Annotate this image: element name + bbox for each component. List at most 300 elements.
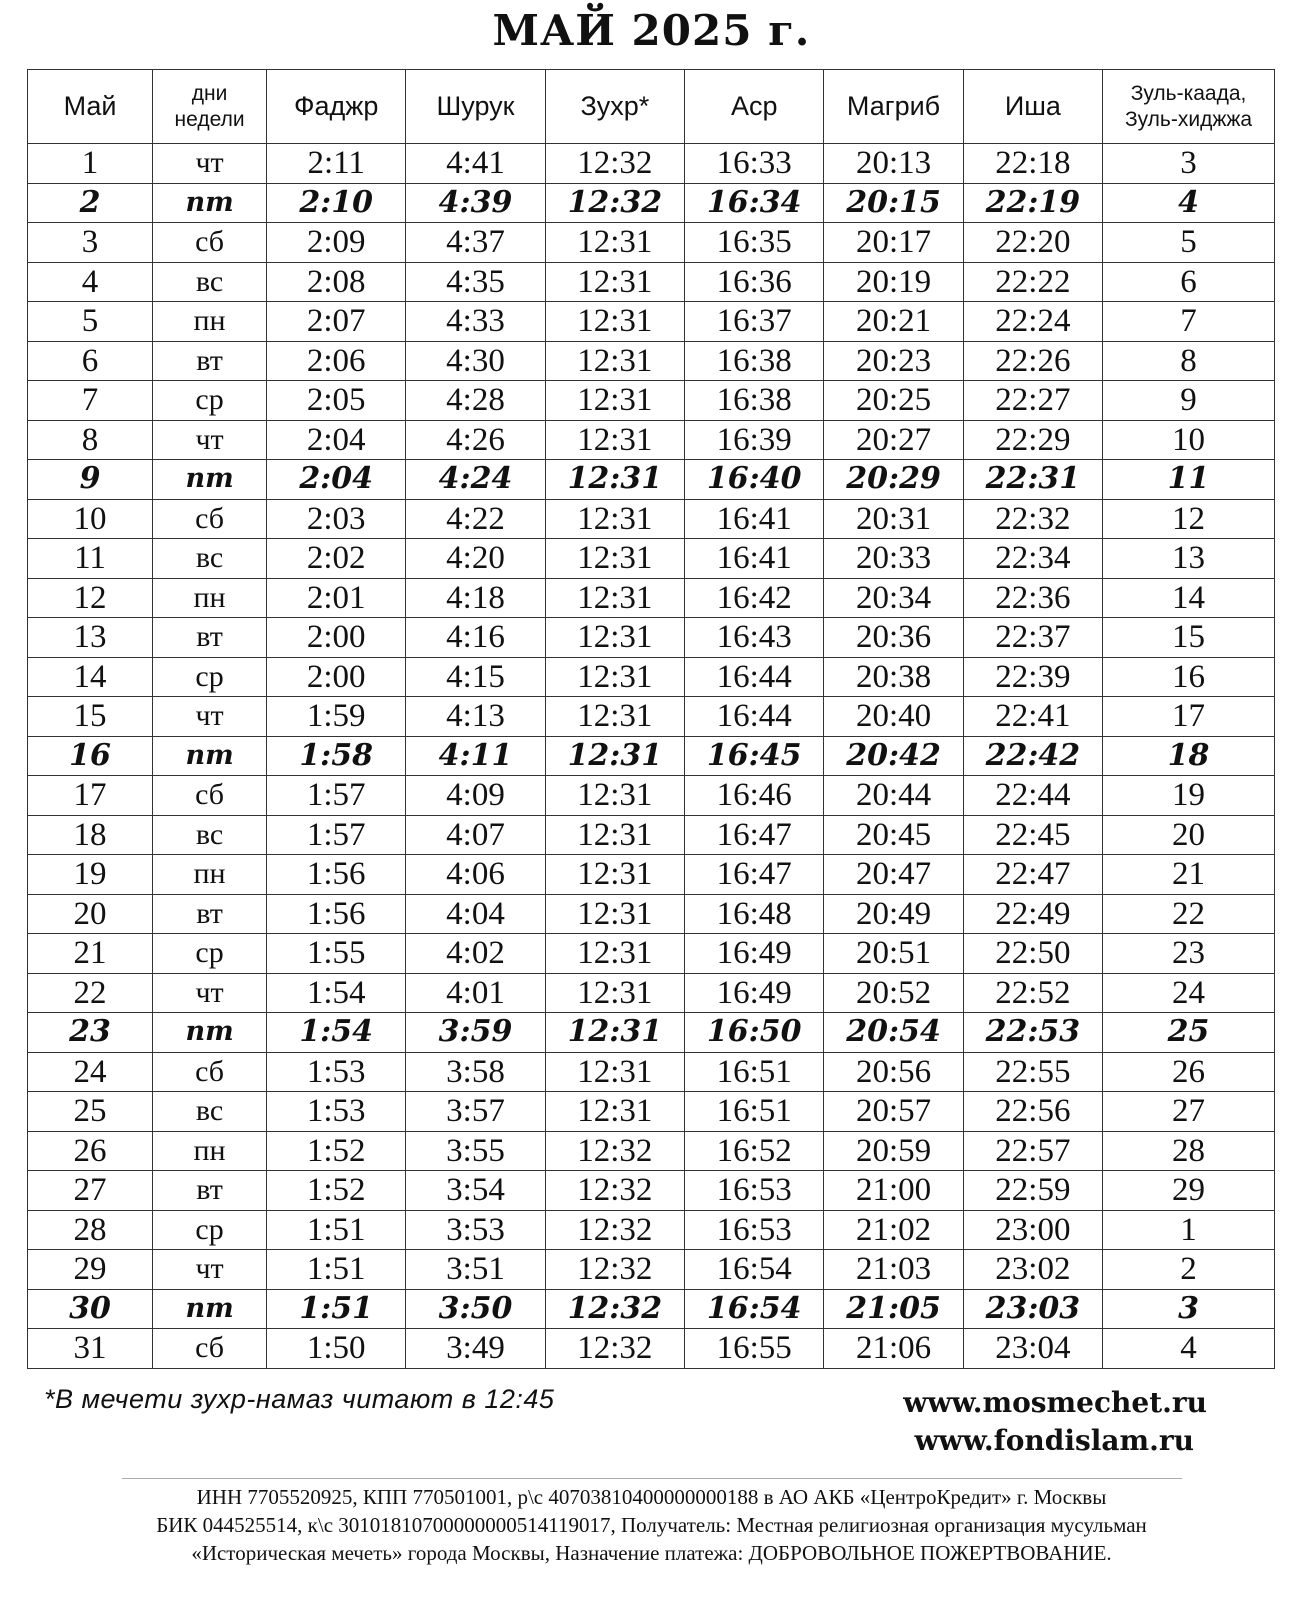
divider — [122, 1478, 1182, 1479]
cell-maghrib: 20:45 — [824, 815, 963, 855]
cell-day: 22 — [28, 973, 153, 1013]
cell-shuruk: 4:35 — [406, 262, 545, 302]
cell-isha: 22:45 — [963, 815, 1102, 855]
cell-asr: 16:44 — [685, 657, 824, 697]
cell-maghrib: 20:13 — [824, 144, 963, 184]
cell-isha: 22:42 — [963, 736, 1102, 776]
cell-maghrib: 20:15 — [824, 183, 963, 223]
table-row — [28, 460, 1275, 500]
cell-hijri: 24 — [1103, 973, 1275, 1013]
cell-shuruk: 4:39 — [406, 183, 545, 223]
cell-isha: 22:41 — [963, 697, 1102, 737]
cell-weekday: ср — [153, 934, 267, 974]
cell-maghrib: 20:29 — [824, 460, 963, 500]
table-row — [28, 539, 1275, 579]
cell-maghrib: 20:56 — [824, 1052, 963, 1092]
cell-hijri: 6 — [1103, 262, 1275, 302]
cell-fajr: 1:53 — [267, 1052, 406, 1092]
header-fajr: Фаджр — [267, 70, 406, 144]
cell-maghrib: 20:38 — [824, 657, 963, 697]
cell-zuhr: 12:31 — [545, 618, 684, 658]
cell-fajr: 2:04 — [267, 460, 406, 500]
cell-fajr: 1:54 — [267, 1013, 406, 1053]
cell-zuhr: 12:32 — [545, 183, 684, 223]
cell-shuruk: 4:30 — [406, 341, 545, 381]
cell-weekday: вт — [153, 341, 267, 381]
cell-isha: 23:00 — [963, 1210, 1102, 1250]
cell-hijri: 16 — [1103, 657, 1275, 697]
table-row — [28, 1329, 1275, 1369]
cell-fajr: 1:52 — [267, 1171, 406, 1211]
cell-weekday: вс — [153, 815, 267, 855]
table-row — [28, 1092, 1275, 1132]
cell-asr: 16:50 — [685, 1013, 824, 1053]
cell-isha: 22:36 — [963, 578, 1102, 618]
cell-zuhr: 12:31 — [545, 420, 684, 460]
cell-weekday: пн — [153, 855, 267, 895]
cell-day: 21 — [28, 934, 153, 974]
cell-asr: 16:33 — [685, 144, 824, 184]
cell-day: 13 — [28, 618, 153, 658]
cell-isha: 22:53 — [963, 1013, 1102, 1053]
cell-day: 25 — [28, 1092, 153, 1132]
cell-isha: 23:02 — [963, 1250, 1102, 1290]
table-row — [28, 499, 1275, 539]
cell-hijri: 9 — [1103, 381, 1275, 421]
cell-hijri: 22 — [1103, 894, 1275, 934]
cell-shuruk: 4:02 — [406, 934, 545, 974]
cell-isha: 22:22 — [963, 262, 1102, 302]
cell-day: 16 — [28, 736, 153, 776]
cell-maghrib: 20:33 — [824, 539, 963, 579]
table-row — [28, 223, 1275, 263]
cell-hijri: 19 — [1103, 776, 1275, 816]
cell-fajr: 2:08 — [267, 262, 406, 302]
cell-zuhr: 12:31 — [545, 657, 684, 697]
cell-isha: 22:34 — [963, 539, 1102, 579]
cell-hijri: 20 — [1103, 815, 1275, 855]
cell-fajr: 1:50 — [267, 1329, 406, 1369]
cell-day: 3 — [28, 223, 153, 263]
cell-isha: 22:29 — [963, 420, 1102, 460]
cell-maghrib: 20:47 — [824, 855, 963, 895]
cell-shuruk: 4:15 — [406, 657, 545, 697]
page-title: МАЙ 2025 г. — [492, 6, 811, 55]
cell-fajr: 1:54 — [267, 973, 406, 1013]
cell-isha: 22:44 — [963, 776, 1102, 816]
cell-shuruk: 4:24 — [406, 460, 545, 500]
cell-asr: 16:40 — [685, 460, 824, 500]
cell-hijri: 23 — [1103, 934, 1275, 974]
cell-fajr: 2:10 — [267, 183, 406, 223]
table-row — [28, 144, 1275, 184]
cell-hijri: 3 — [1103, 144, 1275, 184]
cell-zuhr: 12:32 — [545, 1250, 684, 1290]
cell-hijri: 10 — [1103, 420, 1275, 460]
cell-fajr: 2:09 — [267, 223, 406, 263]
cell-asr: 16:54 — [685, 1250, 824, 1290]
table-row — [28, 855, 1275, 895]
cell-shuruk: 3:55 — [406, 1131, 545, 1171]
cell-hijri: 18 — [1103, 736, 1275, 776]
cell-maghrib: 21:06 — [824, 1329, 963, 1369]
cell-maghrib: 20:49 — [824, 894, 963, 934]
cell-zuhr: 12:32 — [545, 1210, 684, 1250]
cell-maghrib: 20:21 — [824, 302, 963, 342]
cell-fajr: 1:58 — [267, 736, 406, 776]
cell-weekday: вт — [153, 618, 267, 658]
table-row — [28, 618, 1275, 658]
cell-hijri: 28 — [1103, 1131, 1275, 1171]
table-row — [28, 302, 1275, 342]
cell-asr: 16:47 — [685, 815, 824, 855]
cell-shuruk: 4:04 — [406, 894, 545, 934]
cell-fajr: 2:02 — [267, 539, 406, 579]
cell-zuhr: 12:31 — [545, 973, 684, 1013]
header-asr: Аср — [685, 70, 824, 144]
cell-day: 14 — [28, 657, 153, 697]
cell-isha: 22:39 — [963, 657, 1102, 697]
cell-maghrib: 20:31 — [824, 499, 963, 539]
cell-day: 7 — [28, 381, 153, 421]
table-row — [28, 776, 1275, 816]
cell-maghrib: 20:42 — [824, 736, 963, 776]
cell-fajr: 2:00 — [267, 657, 406, 697]
table-row — [28, 1131, 1275, 1171]
cell-maghrib: 20:57 — [824, 1092, 963, 1132]
cell-asr: 16:53 — [685, 1171, 824, 1211]
cell-isha: 22:37 — [963, 618, 1102, 658]
cell-isha: 22:20 — [963, 223, 1102, 263]
bank-details-line: «Историческая мечеть» города Москвы, Назначение платежа: ДОБРОВОЛЬНОЕ ПОЖЕРТВОВАНИЕ. — [191, 1541, 1112, 1565]
cell-shuruk: 3:53 — [406, 1210, 545, 1250]
cell-shuruk: 4:16 — [406, 618, 545, 658]
cell-shuruk: 4:33 — [406, 302, 545, 342]
cell-weekday: вт — [153, 1171, 267, 1211]
bank-details-line: ИНН 7705520925, КПП 770501001, р\с 40703810400000000188 в АО АКБ «ЦентроКредит» г. Москвы — [196, 1485, 1107, 1509]
cell-day: 27 — [28, 1171, 153, 1211]
cell-zuhr: 12:31 — [545, 1052, 684, 1092]
cell-weekday: пт — [153, 183, 267, 223]
cell-isha: 22:31 — [963, 460, 1102, 500]
cell-weekday: сб — [153, 223, 267, 263]
cell-fajr: 2:11 — [267, 144, 406, 184]
cell-asr: 16:41 — [685, 539, 824, 579]
table-row — [28, 815, 1275, 855]
cell-zuhr: 12:31 — [545, 460, 684, 500]
cell-maghrib: 20:59 — [824, 1131, 963, 1171]
cell-maghrib: 20:40 — [824, 697, 963, 737]
cell-isha: 22:59 — [963, 1171, 1102, 1211]
cell-weekday: вт — [153, 894, 267, 934]
cell-day: 4 — [28, 262, 153, 302]
cell-asr: 16:47 — [685, 855, 824, 895]
cell-asr: 16:53 — [685, 1210, 824, 1250]
cell-weekday: чт — [153, 973, 267, 1013]
cell-maghrib: 21:05 — [824, 1289, 963, 1329]
header-weekday-line1: дни — [191, 82, 228, 106]
cell-asr: 16:54 — [685, 1289, 824, 1329]
cell-asr: 16:46 — [685, 776, 824, 816]
cell-maghrib: 20:19 — [824, 262, 963, 302]
cell-weekday: чт — [153, 697, 267, 737]
cell-asr: 16:44 — [685, 697, 824, 737]
cell-weekday: чт — [153, 420, 267, 460]
cell-asr: 16:55 — [685, 1329, 824, 1369]
cell-weekday: чт — [153, 144, 267, 184]
cell-hijri: 27 — [1103, 1092, 1275, 1132]
cell-hijri: 4 — [1103, 1329, 1275, 1369]
cell-maghrib: 20:52 — [824, 973, 963, 1013]
cell-day: 10 — [28, 499, 153, 539]
cell-weekday: сб — [153, 499, 267, 539]
header-isha: Иша — [963, 70, 1102, 144]
cell-zuhr: 12:31 — [545, 697, 684, 737]
cell-maghrib: 20:34 — [824, 578, 963, 618]
cell-maghrib: 21:00 — [824, 1171, 963, 1211]
cell-shuruk: 3:54 — [406, 1171, 545, 1211]
table-row — [28, 894, 1275, 934]
table-row — [28, 736, 1275, 776]
cell-zuhr: 12:31 — [545, 539, 684, 579]
cell-fajr: 1:51 — [267, 1250, 406, 1290]
cell-isha: 22:55 — [963, 1052, 1102, 1092]
cell-asr: 16:34 — [685, 183, 824, 223]
cell-hijri: 29 — [1103, 1171, 1275, 1211]
cell-asr: 16:36 — [685, 262, 824, 302]
cell-hijri: 26 — [1103, 1052, 1275, 1092]
cell-isha: 23:03 — [963, 1289, 1102, 1329]
cell-asr: 16:39 — [685, 420, 824, 460]
cell-weekday: вс — [153, 262, 267, 302]
table-row — [28, 657, 1275, 697]
cell-fajr: 1:51 — [267, 1289, 406, 1329]
table-header-row — [28, 70, 1275, 144]
header-hijri — [1103, 70, 1275, 144]
cell-isha: 22:47 — [963, 855, 1102, 895]
cell-zuhr: 12:31 — [545, 223, 684, 263]
cell-fajr: 2:05 — [267, 381, 406, 421]
footnote: *В мечети зухр-намаз читают в 12:45 — [44, 1384, 555, 1414]
cell-day: 19 — [28, 855, 153, 895]
cell-zuhr: 12:31 — [545, 815, 684, 855]
header-hijri-line1: Зуль-каада, — [1130, 82, 1247, 106]
cell-hijri: 3 — [1103, 1289, 1275, 1329]
cell-maghrib: 20:27 — [824, 420, 963, 460]
cell-zuhr: 12:31 — [545, 302, 684, 342]
table-row — [28, 697, 1275, 737]
cell-zuhr: 12:31 — [545, 934, 684, 974]
cell-shuruk: 4:06 — [406, 855, 545, 895]
cell-asr: 16:42 — [685, 578, 824, 618]
cell-zuhr: 12:32 — [545, 1171, 684, 1211]
cell-weekday: чт — [153, 1250, 267, 1290]
cell-hijri: 12 — [1103, 499, 1275, 539]
cell-asr: 16:35 — [685, 223, 824, 263]
cell-zuhr: 12:32 — [545, 144, 684, 184]
cell-asr: 16:38 — [685, 341, 824, 381]
cell-shuruk: 3:59 — [406, 1013, 545, 1053]
cell-zuhr: 12:31 — [545, 855, 684, 895]
cell-hijri: 7 — [1103, 302, 1275, 342]
prayer-schedule-table — [27, 69, 1275, 1369]
cell-fajr: 2:06 — [267, 341, 406, 381]
cell-zuhr: 12:31 — [545, 736, 684, 776]
cell-day: 12 — [28, 578, 153, 618]
cell-isha: 23:04 — [963, 1329, 1102, 1369]
website-link-mosmechet[interactable]: www.mosmechet.ru — [903, 1386, 1207, 1419]
header-zuhr: Зухр* — [545, 70, 684, 144]
cell-hijri: 15 — [1103, 618, 1275, 658]
cell-weekday: сб — [153, 1052, 267, 1092]
cell-isha: 22:32 — [963, 499, 1102, 539]
website-link-fondislam[interactable]: www.fondislam.ru — [914, 1424, 1194, 1457]
cell-day: 26 — [28, 1131, 153, 1171]
cell-shuruk: 3:50 — [406, 1289, 545, 1329]
cell-shuruk: 4:13 — [406, 697, 545, 737]
table-body — [28, 144, 1275, 1369]
cell-shuruk: 4:01 — [406, 973, 545, 1013]
cell-fajr: 1:55 — [267, 934, 406, 974]
cell-fajr: 1:51 — [267, 1210, 406, 1250]
cell-hijri: 8 — [1103, 341, 1275, 381]
cell-zuhr: 12:32 — [545, 1329, 684, 1369]
cell-weekday: ср — [153, 381, 267, 421]
cell-fajr: 1:56 — [267, 894, 406, 934]
cell-maghrib: 20:17 — [824, 223, 963, 263]
cell-zuhr: 12:31 — [545, 1092, 684, 1132]
cell-fajr: 2:00 — [267, 618, 406, 658]
cell-hijri: 25 — [1103, 1013, 1275, 1053]
cell-day: 17 — [28, 776, 153, 816]
cell-fajr: 2:04 — [267, 420, 406, 460]
cell-weekday: пт — [153, 736, 267, 776]
cell-maghrib: 21:03 — [824, 1250, 963, 1290]
cell-hijri: 14 — [1103, 578, 1275, 618]
cell-day: 15 — [28, 697, 153, 737]
cell-isha: 22:57 — [963, 1131, 1102, 1171]
cell-hijri: 11 — [1103, 460, 1275, 500]
cell-weekday: пт — [153, 460, 267, 500]
cell-weekday: вс — [153, 1092, 267, 1132]
cell-hijri: 21 — [1103, 855, 1275, 895]
cell-shuruk: 4:28 — [406, 381, 545, 421]
table-row — [28, 381, 1275, 421]
cell-day: 11 — [28, 539, 153, 579]
cell-day: 18 — [28, 815, 153, 855]
cell-zuhr: 12:32 — [545, 1289, 684, 1329]
header-day: Май — [28, 70, 153, 144]
cell-asr: 16:38 — [685, 381, 824, 421]
cell-shuruk: 4:07 — [406, 815, 545, 855]
cell-isha: 22:49 — [963, 894, 1102, 934]
cell-maghrib: 21:02 — [824, 1210, 963, 1250]
table-row — [28, 1013, 1275, 1053]
cell-fajr: 2:01 — [267, 578, 406, 618]
table-row — [28, 1171, 1275, 1211]
table-row — [28, 578, 1275, 618]
cell-asr: 16:43 — [685, 618, 824, 658]
cell-zuhr: 12:31 — [545, 499, 684, 539]
cell-day: 28 — [28, 1210, 153, 1250]
table-row — [28, 1250, 1275, 1290]
cell-asr: 16:48 — [685, 894, 824, 934]
table-row — [28, 1052, 1275, 1092]
cell-shuruk: 4:26 — [406, 420, 545, 460]
cell-shuruk: 3:49 — [406, 1329, 545, 1369]
cell-shuruk: 4:20 — [406, 539, 545, 579]
table-row — [28, 262, 1275, 302]
cell-day: 30 — [28, 1289, 153, 1329]
cell-zuhr: 12:31 — [545, 381, 684, 421]
cell-zuhr: 12:31 — [545, 262, 684, 302]
cell-zuhr: 12:31 — [545, 894, 684, 934]
cell-day: 29 — [28, 1250, 153, 1290]
bank-details-line: БИК 044525514, к\с 30101810700000000514119017, Получатель: Местная религиозная организация мусульман — [156, 1513, 1147, 1537]
cell-fajr: 2:03 — [267, 499, 406, 539]
cell-isha: 22:19 — [963, 183, 1102, 223]
cell-shuruk: 3:57 — [406, 1092, 545, 1132]
cell-asr: 16:37 — [685, 302, 824, 342]
cell-weekday: пн — [153, 1131, 267, 1171]
cell-hijri: 13 — [1103, 539, 1275, 579]
cell-shuruk: 4:18 — [406, 578, 545, 618]
table-row — [28, 420, 1275, 460]
cell-asr: 16:49 — [685, 934, 824, 974]
cell-isha: 22:52 — [963, 973, 1102, 1013]
cell-hijri: 17 — [1103, 697, 1275, 737]
cell-fajr: 2:07 — [267, 302, 406, 342]
header-shuruk: Шурук — [406, 70, 545, 144]
cell-day: 2 — [28, 183, 153, 223]
cell-fajr: 1:59 — [267, 697, 406, 737]
cell-weekday: пн — [153, 302, 267, 342]
header-maghrib: Магриб — [824, 70, 963, 144]
cell-day: 5 — [28, 302, 153, 342]
cell-maghrib: 20:54 — [824, 1013, 963, 1053]
cell-weekday: вс — [153, 539, 267, 579]
cell-day: 24 — [28, 1052, 153, 1092]
cell-zuhr: 12:31 — [545, 776, 684, 816]
cell-isha: 22:56 — [963, 1092, 1102, 1132]
cell-day: 31 — [28, 1329, 153, 1369]
cell-day: 9 — [28, 460, 153, 500]
table-row — [28, 183, 1275, 223]
table-row — [28, 1210, 1275, 1250]
cell-zuhr: 12:31 — [545, 341, 684, 381]
cell-asr: 16:45 — [685, 736, 824, 776]
cell-shuruk: 4:37 — [406, 223, 545, 263]
cell-shuruk: 3:58 — [406, 1052, 545, 1092]
cell-fajr: 1:56 — [267, 855, 406, 895]
header-weekday — [153, 70, 267, 144]
cell-shuruk: 4:41 — [406, 144, 545, 184]
table-row — [28, 934, 1275, 974]
cell-isha: 22:26 — [963, 341, 1102, 381]
cell-asr: 16:52 — [685, 1131, 824, 1171]
cell-day: 23 — [28, 1013, 153, 1053]
cell-asr: 16:51 — [685, 1052, 824, 1092]
cell-weekday: ср — [153, 1210, 267, 1250]
cell-day: 20 — [28, 894, 153, 934]
header-hijri-line2: Зуль-хиджжа — [1124, 107, 1253, 131]
cell-weekday: пт — [153, 1013, 267, 1053]
cell-hijri: 2 — [1103, 1250, 1275, 1290]
cell-shuruk: 4:11 — [406, 736, 545, 776]
cell-weekday: ср — [153, 657, 267, 697]
cell-maghrib: 20:36 — [824, 618, 963, 658]
cell-isha: 22:50 — [963, 934, 1102, 974]
